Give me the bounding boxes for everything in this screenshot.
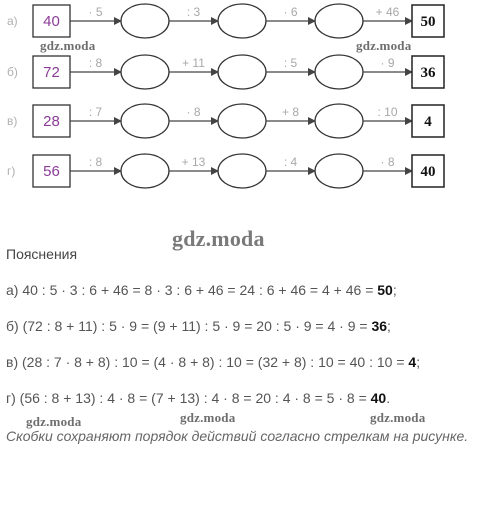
equation-line-b bbox=[6, 318, 391, 334]
equation-answer: 4 bbox=[408, 354, 417, 370]
start-number: 56 bbox=[43, 163, 60, 180]
equation-answer: 36 bbox=[371, 318, 388, 334]
empty-oval bbox=[218, 154, 266, 188]
empty-oval bbox=[218, 4, 266, 38]
result-number: 50 bbox=[420, 14, 436, 30]
equation-tail: ; bbox=[416, 354, 421, 370]
operation-label: + 8 bbox=[281, 105, 300, 119]
start-number: 72 bbox=[43, 64, 60, 81]
equation-tail: ; bbox=[387, 318, 391, 334]
operation-label: : 4 bbox=[283, 155, 298, 169]
empty-oval bbox=[315, 4, 363, 38]
explanation-title: Пояснения bbox=[6, 246, 78, 262]
empty-oval bbox=[315, 104, 363, 138]
diagram-row bbox=[7, 104, 444, 138]
equation-line-a bbox=[6, 282, 397, 298]
operation-label: : 3 bbox=[186, 5, 201, 19]
watermark: gdz.moda bbox=[26, 414, 82, 429]
empty-oval bbox=[218, 104, 266, 138]
empty-oval bbox=[121, 104, 169, 138]
equation-text: в) (28 : 7 · 8 + 8) : 10 = (4 · 8 + 8) : 10 = (32 + 8) : 10 = 40 : 10 = bbox=[6, 354, 409, 370]
explanation-note: Скобки сохраняют порядок действий согласно стрелкам на рисунке. bbox=[6, 428, 469, 444]
empty-oval bbox=[315, 154, 363, 188]
empty-oval bbox=[121, 55, 169, 89]
equation-text: б) (72 : 8 + 11) : 5 · 9 = (9 + 11) : 5 · 9 = 20 : 5 · 9 = 4 · 9 = bbox=[6, 318, 372, 334]
operation-label: : 8 bbox=[88, 56, 103, 70]
row-label: г) bbox=[7, 164, 16, 178]
operation-label: · 9 bbox=[380, 56, 395, 70]
result-number: 4 bbox=[424, 114, 432, 130]
watermark: gdz.moda bbox=[172, 226, 265, 251]
operation-label: + 11 bbox=[182, 56, 205, 70]
operation-label: : 10 bbox=[377, 105, 398, 119]
empty-oval bbox=[218, 55, 266, 89]
diagram-row bbox=[7, 4, 444, 38]
row-label: а) bbox=[7, 14, 18, 28]
equation-text: г) (56 : 8 + 13) : 4 · 8 = (7 + 13) : 4 · 8 = 20 : 4 · 8 = 5 · 8 = bbox=[6, 390, 371, 406]
result-number: 40 bbox=[420, 164, 436, 180]
operation-label: + 46 bbox=[375, 5, 400, 19]
watermark: gdz.moda bbox=[40, 38, 96, 53]
operation-label: · 6 bbox=[283, 5, 298, 19]
operation-label: · 8 bbox=[380, 155, 395, 169]
equation-answer: 50 bbox=[377, 282, 393, 298]
operation-label: : 5 bbox=[283, 56, 298, 70]
result-number: 36 bbox=[420, 65, 436, 81]
operation-label: : 7 bbox=[88, 105, 103, 119]
watermark: gdz.moda bbox=[356, 38, 412, 53]
watermark: gdz.moda bbox=[180, 410, 236, 425]
empty-oval bbox=[315, 55, 363, 89]
equation-tail: . bbox=[386, 390, 391, 406]
diagram-row bbox=[7, 55, 444, 89]
row-label: в) bbox=[7, 114, 18, 128]
row-label: б) bbox=[7, 65, 18, 79]
diagram-row bbox=[7, 154, 444, 188]
equation-answer: 40 bbox=[370, 390, 387, 406]
operation-label: : 8 bbox=[88, 155, 103, 169]
operation-label: + 13 bbox=[181, 155, 206, 169]
operation-label: · 8 bbox=[186, 105, 201, 119]
equation-line-d bbox=[6, 390, 390, 406]
equation-text: а) 40 : 5 · 3 : 6 + 46 = 8 · 3 : 6 + 46 = 24 : 6 + 46 = 4 + 46 = bbox=[6, 282, 378, 298]
empty-oval bbox=[121, 154, 169, 188]
start-number: 28 bbox=[43, 113, 60, 130]
equation-tail: ; bbox=[392, 282, 397, 298]
watermark: gdz.moda bbox=[370, 410, 426, 425]
operation-label: · 5 bbox=[88, 5, 103, 19]
empty-oval bbox=[121, 4, 169, 38]
arrow-diagram bbox=[0, 0, 481, 200]
equation-line-c bbox=[6, 354, 420, 370]
start-number: 40 bbox=[43, 13, 60, 30]
